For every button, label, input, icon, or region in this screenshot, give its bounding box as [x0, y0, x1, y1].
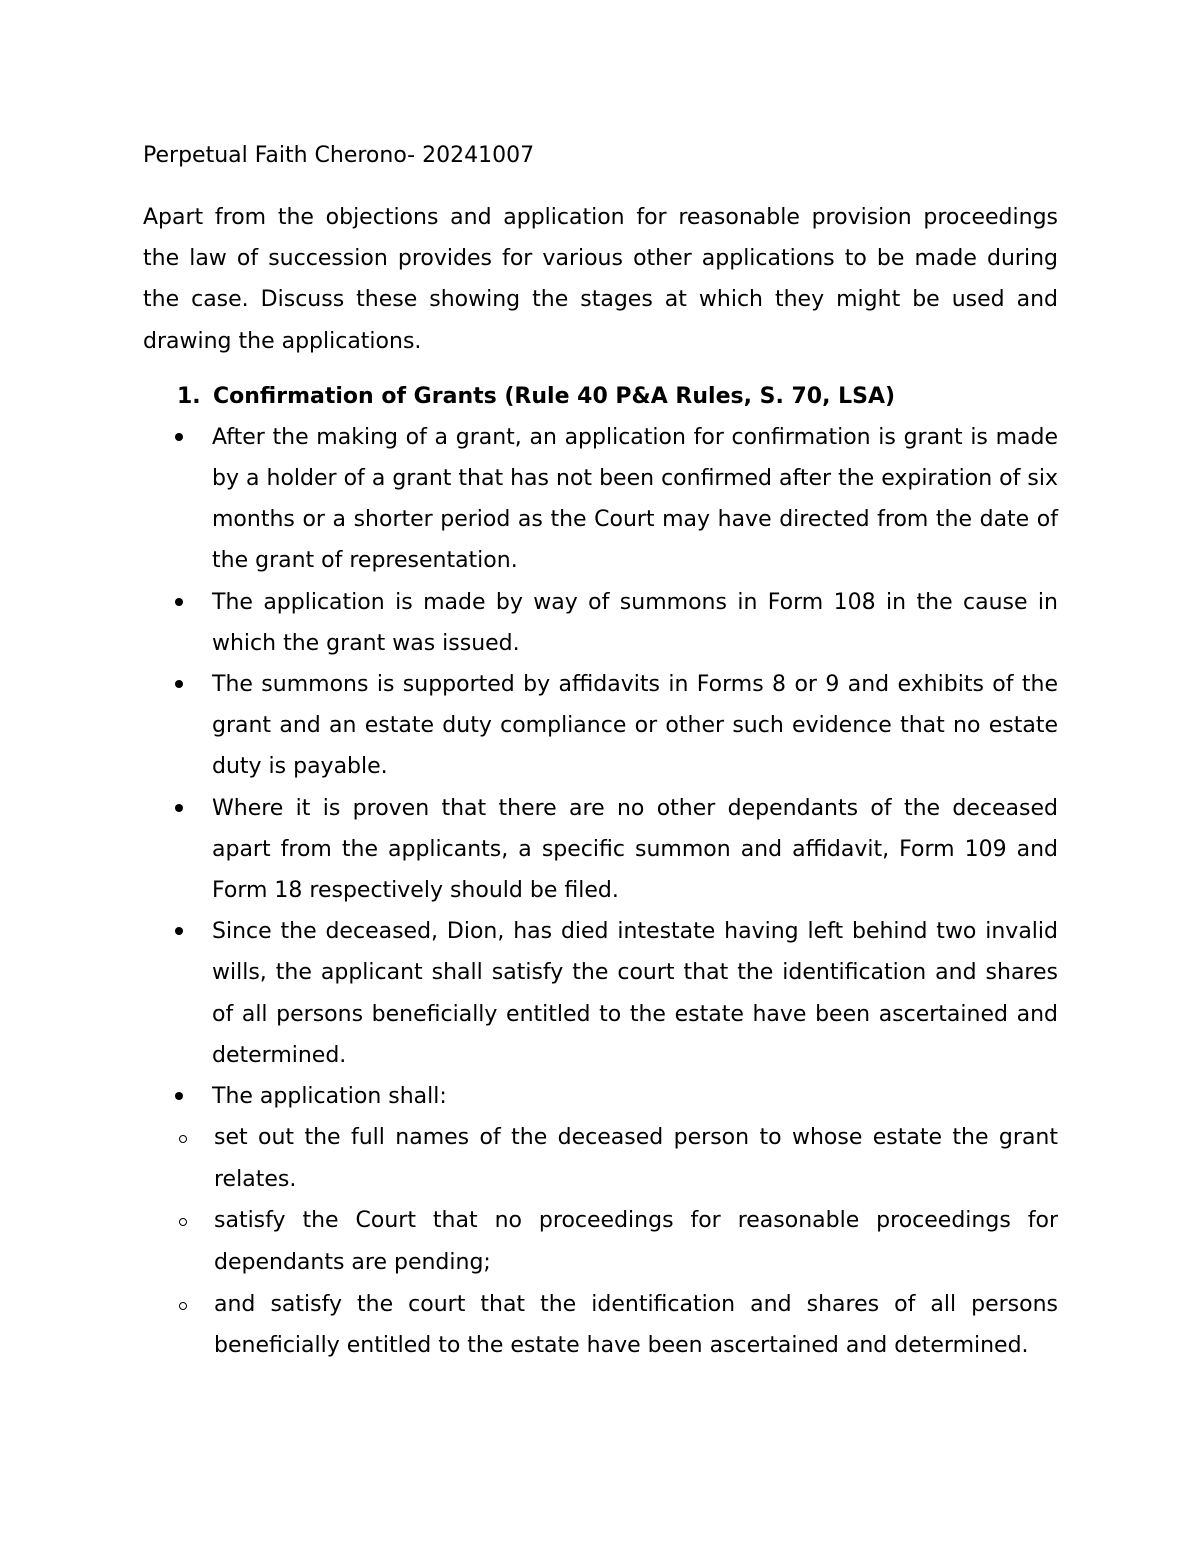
- list-item-text: Since the deceased, Dion, has died intestate having left behind two invalid wills, the applicant shall satisfy the court that the identification and shares of all persons beneficially entitled to the estate have been ascertained and determined.: [212, 919, 1058, 1068]
- sub-list-item: [143, 1284, 1058, 1367]
- list-item-text: After the making of a grant, an application for confirmation is grant is made by a holder of a grant that has not been confirmed after the expiration of six months or a shorter period as the Court may have directed from the date of the grant of representation.: [212, 424, 1058, 574]
- bullet-icon: [175, 680, 183, 688]
- bullet-list: [143, 417, 1058, 1117]
- section-number: 1.: [177, 383, 201, 409]
- hollow-circle-icon: [179, 1218, 187, 1226]
- bullet-icon: [175, 433, 183, 441]
- list-item-text: The summons is supported by affidavits in Forms 8 or 9 and exhibits of the grant and an estate duty compliance or other such evidence that no estate duty is payable.: [212, 672, 1058, 780]
- list-item: [143, 664, 1058, 788]
- sub-list-item-text: set out the full names of the deceased person to whose estate the grant relates.: [214, 1125, 1058, 1192]
- list-item-text: The application is made by way of summons in Form 108 in the cause in which the grant was issued.: [212, 589, 1058, 656]
- list-item: [143, 582, 1058, 664]
- section-heading: [143, 377, 1058, 417]
- list-item-text: Where it is proven that there are no other dependants of the deceased apart from the applicants, a specific summon and affidavit, Form 109 and Form 18 respectively should be filed.: [212, 795, 1058, 904]
- section-title: Confirmation of Grants (Rule 40 P&A Rules, S. 70, LSA): [213, 383, 896, 409]
- bullet-icon: [175, 1092, 183, 1100]
- author-line: Perpetual Faith Cherono- 20241007: [143, 143, 535, 168]
- bullet-icon: [175, 804, 183, 812]
- list-item: [143, 1076, 1058, 1117]
- sub-list-item: [143, 1117, 1058, 1200]
- section-confirmation-of-grants: [143, 377, 1058, 1367]
- list-item: [143, 417, 1058, 582]
- sub-bullet-list: [143, 1117, 1058, 1367]
- list-item: [143, 788, 1058, 912]
- hollow-circle-icon: [179, 1302, 187, 1310]
- list-item-text: The application shall:: [212, 1084, 447, 1110]
- bullet-icon: [175, 927, 183, 935]
- question-prompt: Apart from the objections and application for reasonable provision proceedings the law of succession provides for various other applications to be made during the case. Discuss these showing the stages at which they might be used and drawing the applications.: [143, 205, 1058, 354]
- sub-list-item-text: satisfy the Court that no proceedings for reasonable proceedings for dependants are pending;: [214, 1208, 1058, 1276]
- hollow-circle-icon: [179, 1135, 187, 1143]
- sub-list-item-text: and satisfy the court that the identification and shares of all persons beneficially entitled to the estate have been ascertained and determined.: [214, 1291, 1058, 1359]
- bullet-icon: [175, 598, 183, 606]
- list-item: [143, 911, 1058, 1076]
- document-page: [143, 140, 1058, 1367]
- sub-list-item: [143, 1200, 1058, 1283]
